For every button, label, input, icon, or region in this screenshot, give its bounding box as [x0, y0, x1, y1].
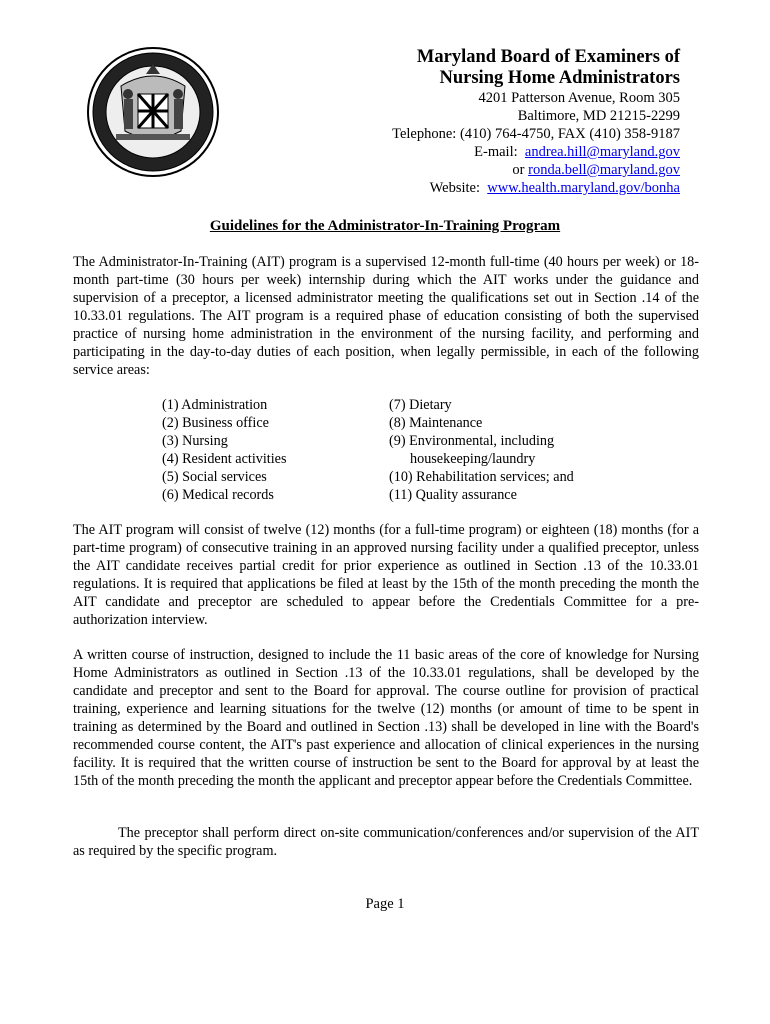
phone-fax: Telephone: (410) 764-4750, FAX (410) 358-9187	[392, 126, 680, 142]
email-label: E-mail:	[474, 144, 518, 160]
email-link-ronda[interactable]: ronda.bell@maryland.gov	[528, 162, 680, 178]
list-item: (3) Nursing	[162, 433, 228, 449]
letterhead	[392, 47, 680, 197]
list-item: (4) Resident activities	[162, 451, 287, 467]
paragraph-course-instruction: A written course of instruction, designed to include the 11 basic areas of the core of knowledge for Nursing Home Administrators as outlined in Section .13 of the 10.33.01 regulations, shall be developed by the candidate and preceptor and sent to the Board for approval. The course outline for provision of practical training, experience and learning situations for the twelve (12) months (or amount of time to be spent in training as determined by the Board and outlined in Section .13) shall be developed in line with the Board's recommended course content, the AIT's past experience and allocation of clinical experiences in the nursing facility. It is required that the written course of instruction be sent to the Board for approval by at least the 15th of the month preceding the month the applicant and preceptor appear before the Credentials Committee.	[73, 647, 699, 789]
website-line	[392, 179, 680, 197]
paragraph-preceptor: The preceptor shall perform direct on-site communication/conferences and/or supervision of the AIT as required by the specific program.	[73, 825, 699, 859]
email-line1	[392, 143, 680, 161]
email-link-andrea[interactable]: andrea.hill@maryland.gov	[524, 144, 680, 160]
website-link[interactable]: www.health.maryland.gov/bonha	[487, 180, 680, 196]
list-item: (2) Business office	[162, 415, 269, 431]
list-item: (8) Maintenance	[389, 415, 483, 431]
service-areas-right	[389, 396, 574, 504]
service-areas-left	[162, 396, 287, 504]
address-line2: Baltimore, MD 21215-2299	[517, 108, 680, 124]
list-item: (7) Dietary	[389, 397, 452, 413]
document-title: Guidelines for the Administrator-In-Training Program	[209, 218, 561, 234]
list-item: (6) Medical records	[162, 487, 274, 503]
website-label: Website:	[429, 180, 480, 196]
list-item: (11) Quality assurance	[389, 487, 517, 503]
state-seal	[86, 46, 220, 178]
list-item: (1) Administration	[162, 397, 268, 413]
email-line2	[392, 161, 680, 179]
list-item: housekeeping/laundry	[410, 451, 536, 467]
paragraph-intro: The Administrator-In-Training (AIT) program is a supervised 12-month full-time (40 hours per week) or 18-month part-time (30 hours per week) internship during which the AIT works under the guidance and supervision of a preceptor, a licensed administrator meeting the qualifications set out in Section .14 of the 10.33.01 regulations. The AIT program is a required phase of education consisting of both the supervised practice of nursing home administration in the environment of the nursing facility, and performing and participating in the day-to-day duties of each position, when legally permissible, in each of the following service areas:	[73, 254, 699, 378]
or-label: or	[512, 162, 525, 178]
list-item: (5) Social services	[162, 469, 267, 485]
page-number: Page 1	[365, 896, 405, 912]
list-item: (9) Environmental, including	[389, 433, 555, 449]
paragraph-program-duration: The AIT program will consist of twelve (12) months (for a full-time program) or eighteen (18) months (for a part-time program) of consecutive training in an approved nursing facility under a qualified preceptor, unless the AIT candidate receives partial credit for prior experience as outlined in Section .13 of the 10.33.01 regulations. It is required that applications be filed at least by the 15th of the month preceding the month the AIT candidate and preceptor are scheduled to appear before the Credentials Committee for a pre-authorization interview.	[73, 522, 699, 628]
org-name-line1: Maryland Board of Examiners of	[416, 47, 680, 67]
address-line1: 4201 Patterson Avenue, Room 305	[478, 90, 680, 106]
list-item: (10) Rehabilitation services; and	[389, 469, 574, 485]
org-name-line2: Nursing Home Administrators	[439, 68, 680, 88]
